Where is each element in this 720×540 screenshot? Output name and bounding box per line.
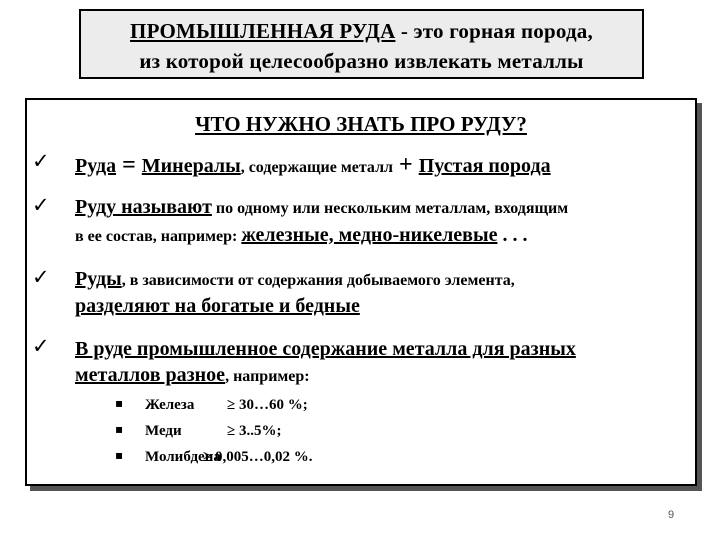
checkmark-icon: ✓ — [32, 265, 50, 289]
title-rest: - это горная порода, — [395, 19, 593, 43]
naming-examples: железные, медно-никелевые — [241, 224, 498, 246]
metal-value: ≥ 30…60 %; — [227, 397, 308, 413]
plus-sign: + — [393, 152, 419, 178]
industrial-content-text: В руде промышленное содержание металла для разных — [75, 338, 576, 360]
metal-value: ≥ 3..5%; — [227, 423, 282, 439]
naming-text: по одному или нескольким металлам, входящим — [211, 200, 569, 217]
checkmark-icon: ✓ — [32, 193, 50, 217]
square-bullet-icon: ▪ — [115, 422, 124, 436]
page-number: 9 — [668, 509, 675, 521]
metal-value: ≥ 0,005…0,02 %. — [203, 449, 313, 465]
title-box — [79, 9, 644, 79]
gangue-term: Пустая порода — [418, 155, 551, 177]
checkmark-icon: ✓ — [32, 334, 50, 358]
metal-name: Меди — [145, 423, 182, 439]
metal-name: Молибдена — [145, 449, 221, 465]
content-box — [25, 98, 697, 486]
ore-term: Руда — [75, 155, 117, 177]
title-line-2: из которой целесообразно извлекать металлы — [139, 49, 584, 73]
checkmark-icon: ✓ — [32, 149, 50, 173]
naming-example-intro: в ее состав, например: — [75, 228, 242, 245]
minerals-term: Минералы — [141, 155, 241, 177]
different-metals-text: металлов разное — [75, 364, 226, 386]
rich-poor-text: разделяют на богатые и бедные — [75, 295, 360, 317]
title-term: ПРОМЫШЛЕННАЯ РУДА — [130, 19, 396, 43]
square-bullet-icon: ▪ — [115, 448, 124, 462]
grades-text: , в зависимости от содержания добываемого элемента, — [121, 272, 515, 289]
naming-term: Руду называют — [75, 196, 212, 218]
title-line-1 — [81, 16, 642, 46]
ellipsis: . . . — [497, 224, 528, 246]
square-bullet-icon: ▪ — [115, 396, 124, 410]
ores-term: Руды — [75, 268, 122, 290]
for-example-text: , например: — [225, 368, 310, 385]
containing-metal-text: , содержащие металл — [240, 159, 394, 176]
metal-name: Железа — [145, 397, 195, 413]
equals-sign: = — [116, 152, 142, 178]
section-heading: ЧТО НУЖНО ЗНАТЬ ПРО РУДУ? — [195, 112, 527, 136]
